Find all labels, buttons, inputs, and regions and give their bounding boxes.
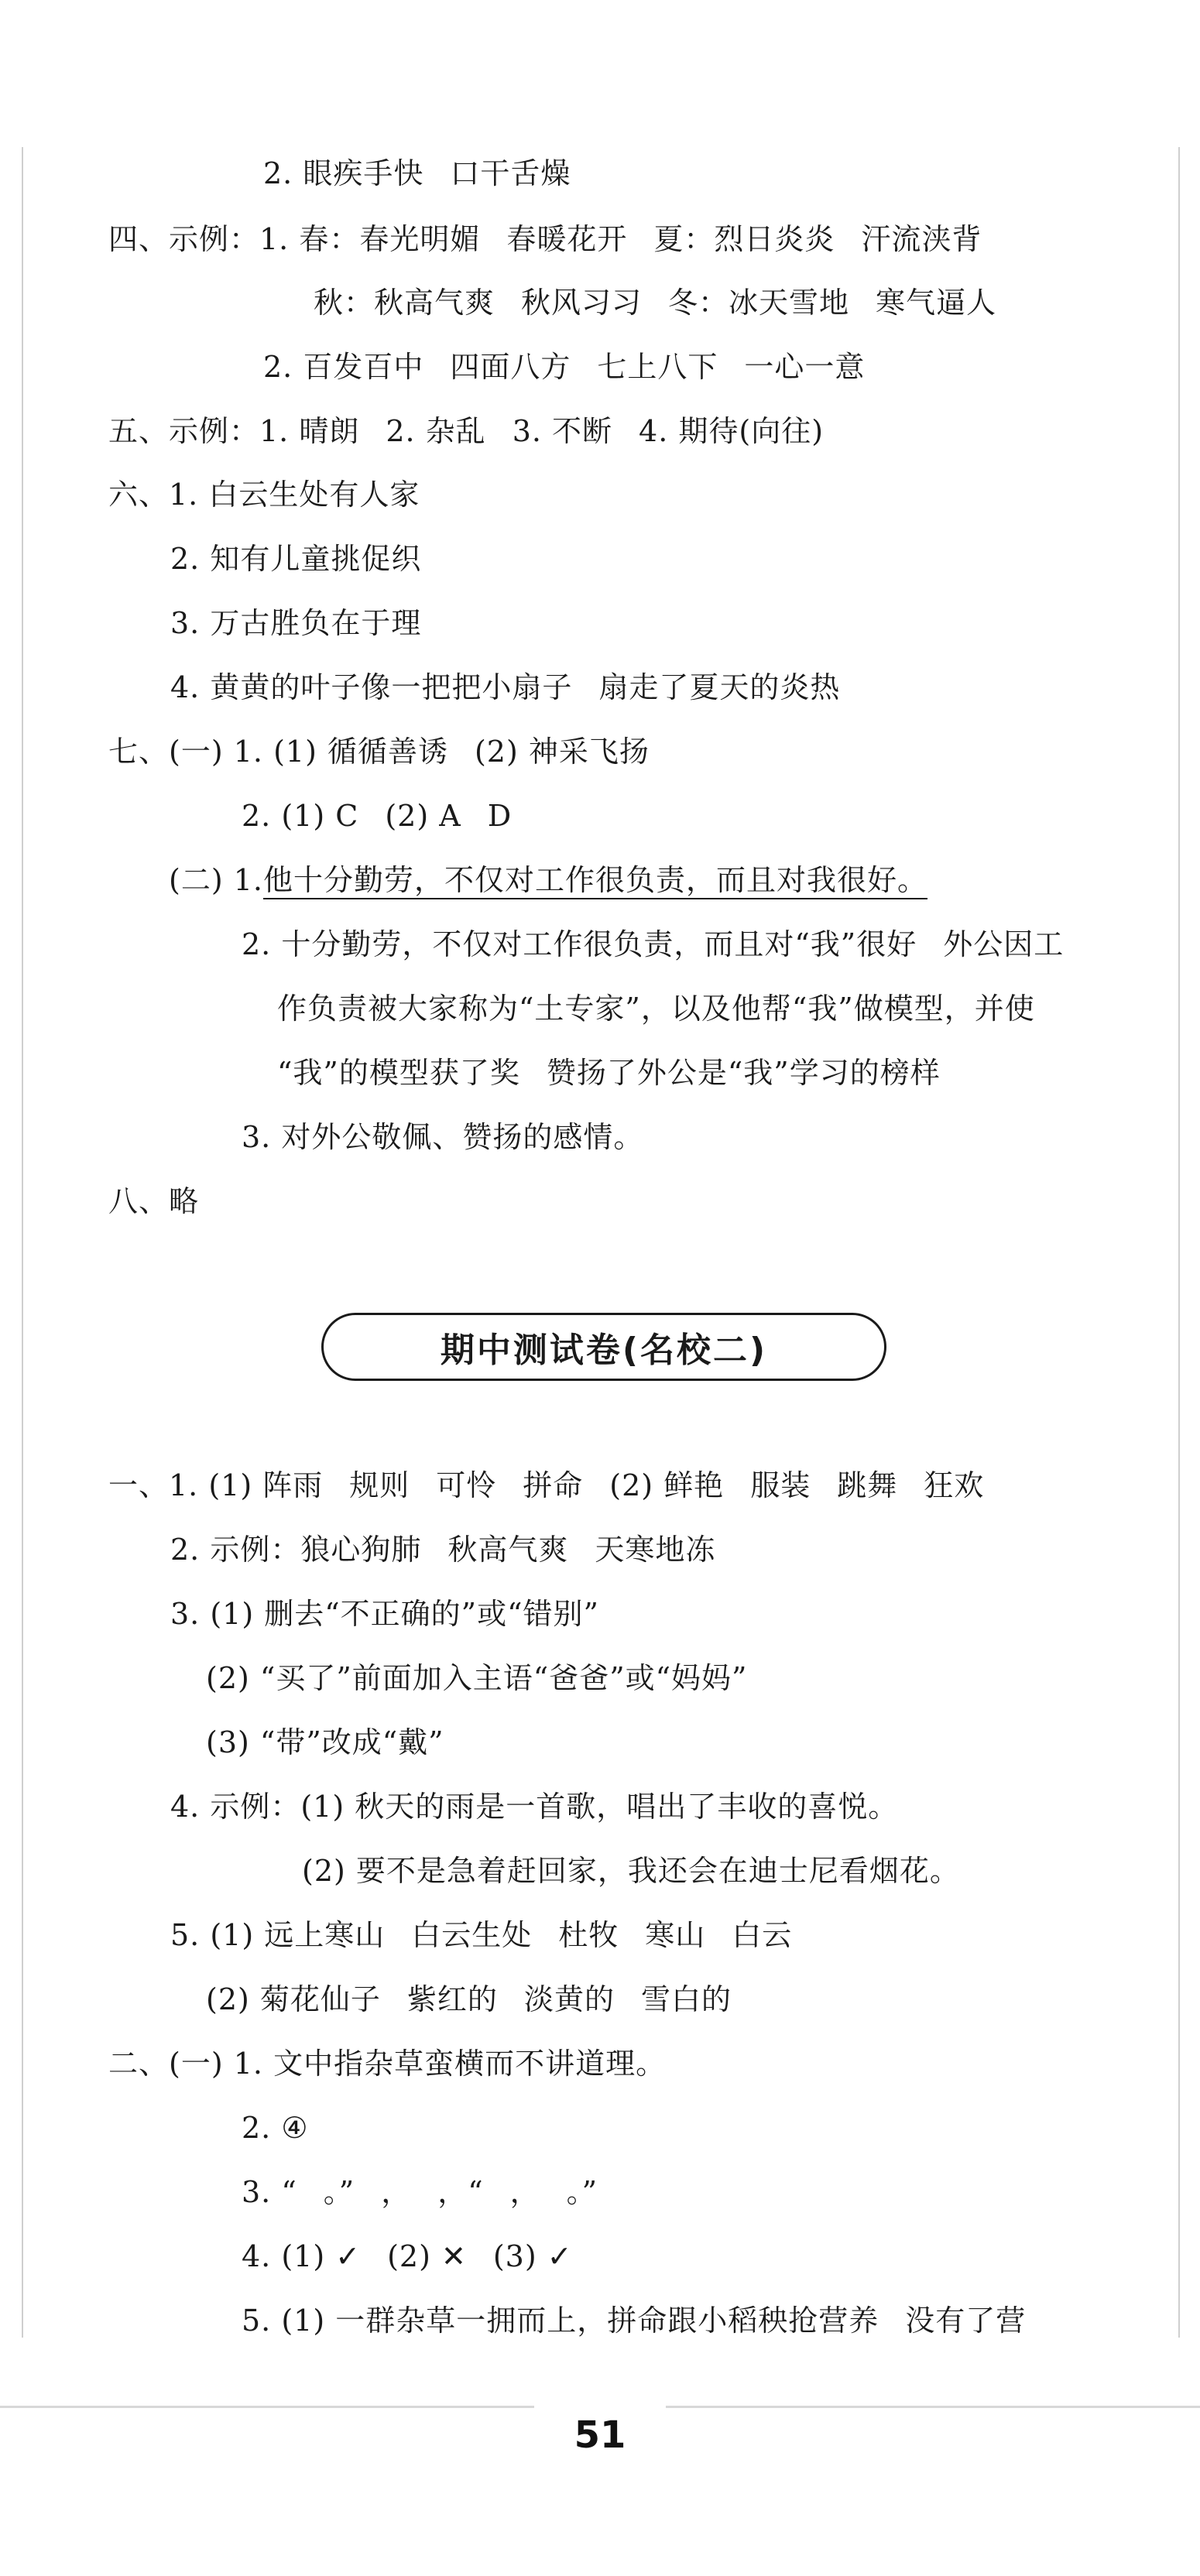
answer-line: 3. 对外公敬佩、赞扬的感情。 (242, 1120, 644, 1154)
answer-line: 秋：秋高气爽 秋风习习 冬：冰天雪地 寒气逼人 (314, 286, 997, 320)
answer-line: 3. (1) 删去“不正确的”或“错别” (170, 1597, 599, 1631)
answer-line: (3) “带”改成“戴” (206, 1725, 444, 1759)
answer-line: 2. 眼疾手快 口干舌燥 (263, 156, 571, 190)
underlined-answer: 他十分勤劳，不仅对工作很负责，而且对我很好。 (263, 863, 928, 897)
answer-line: 二、(一) 1. 文中指杂草蛮横而不讲道理。 (108, 2047, 667, 2081)
answer-line: 2. 十分勤劳，不仅对工作很负责，而且对“我”很好 外公因工 (242, 927, 1065, 961)
answer-line: 5. (1) 一群杂草一拥而上，拼命跟小稻秧抢营养 没有了营 (242, 2304, 1027, 2338)
answer-line: 2. 知有儿童挑促织 (170, 542, 422, 576)
answer-line: 八、略 (108, 1184, 200, 1218)
answer-line: 3. “ 。” ， ，“ ， 。” (242, 2175, 598, 2209)
answer-line: 2. 百发百中 四面八方 七上八下 一心一意 (263, 350, 866, 384)
footer-rule-right (666, 2406, 1200, 2408)
answer-line: 2. ④ (242, 2111, 309, 2145)
answer-line: 一、1. (1) 阵雨 规则 可怜 拼命 (2) 鲜艳 服装 跳舞 狂欢 (108, 1468, 985, 1502)
page-number: 51 (574, 2413, 626, 2457)
answer-line: 五、示例：1. 晴朗 2. 杂乱 3. 不断 4. 期待(向往) (108, 414, 825, 448)
right-margin-rule (1178, 147, 1180, 2338)
answer-line: 4. (1) ✓ (2) ✕ (3) ✓ (242, 2239, 573, 2273)
answer-line: (二) 1.他十分勤劳，不仅对工作很负责，而且对我很好。 (169, 863, 928, 897)
answer-line: 4. 黄黄的叶子像一把把小扇子 扇走了夏天的炎热 (170, 670, 841, 704)
answer-line: 3. 万古胜负在于理 (170, 606, 422, 640)
footer-rule-left (0, 2406, 534, 2408)
answer-line: 六、1. 白云生处有人家 (108, 478, 420, 512)
answer-line: 2. (1) C (2) A D (242, 799, 513, 833)
section-title: 期中测试卷(名校二) (321, 1313, 886, 1381)
answer-line: (2) 要不是急着赶回家，我还会在迪士尼看烟花。 (302, 1854, 960, 1888)
answer-line: (2) 菊花仙子 紫红的 淡黄的 雪白的 (206, 1982, 732, 2016)
left-margin-rule (22, 147, 23, 2338)
answer-line: 4. 示例：(1) 秋天的雨是一首歌，唱出了丰收的喜悦。 (170, 1790, 899, 1824)
answer-line: 作负责被大家称为“土专家”，以及他帮“我”做模型，并使 (277, 992, 1035, 1026)
answer-line: 2. 示例：狼心狗肺 秋高气爽 天寒地冻 (170, 1533, 716, 1567)
answer-line: “我”的模型获了奖 赞扬了外公是“我”学习的榜样 (277, 1056, 941, 1090)
answer-line: 七、(一) 1. (1) 循循善诱 (2) 神采飞扬 (108, 735, 650, 769)
answer-line: 5. (1) 远上寒山 白云生处 杜牧 寒山 白云 (170, 1918, 793, 1952)
answer-line: 四、示例：1. 春：春光明媚 春暖花开 夏：烈日炎炎 汗流浃背 (108, 222, 982, 256)
answer-line: (2) “买了”前面加入主语“爸爸”或“妈妈” (206, 1661, 748, 1695)
